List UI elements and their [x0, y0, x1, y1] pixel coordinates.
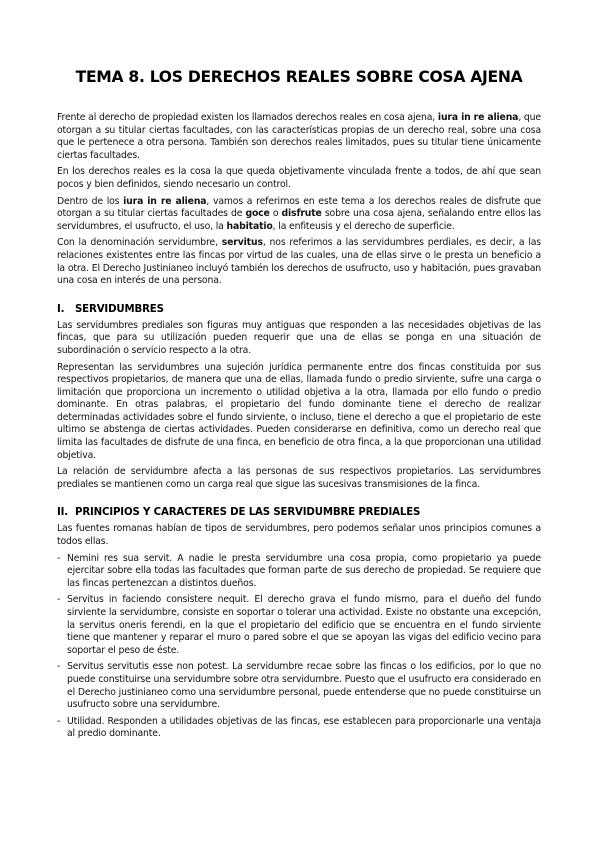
intro-paragraph-2: En los derechos reales es la cosa la que queda objetivamente vinculada frente a todos, de ahí que sean pocos y bien definidos, siendo necesario un control. — [57, 166, 541, 190]
bullet-dash: - — [57, 715, 61, 727]
list-item: - Nemini res sua servit. A nadie le presta servidumbre una cosa propia, como propietario ya puede ejercitar sobre ella todas las facultades que forman parte de sus derecho de propiedad. Se requiere que las fincas pertenezcan a distintos dueños. — [57, 552, 541, 589]
section-heading-principios: II. PRINCIPIOS Y CARACTERES DE LAS SERVIDUMBRE PREDIALES — [57, 507, 421, 519]
section1-paragraph-3: La relación de servidumbre afecta a las personas de sus respectivos propietarios. Las servidumbres prediales se mantienen como un carga real que sigue las sucesivas transmisiones de la finca. — [57, 466, 541, 490]
principles-list — [57, 553, 541, 741]
list-item: - Utilidad. Responden a utilidades objetivas de las fincas, ese establecen para proporcionarle una ventaja al predio dominante. — [57, 715, 541, 740]
list-item: - Servitus in faciendo consistere nequit. El derecho grava el fundo mismo, para el dueño del fundo sirviente la servidumbre, consiste en soportar o tolerar una actividad. Existe no obstante una excepción, la servitus oneris ferendi, en la que el propietario del edificio que se encuentra en el fundo sirviente tiene que mantener y reparar el muro o pared sobre el que se apoyan las vigas del edificio vecino para soportar el peso de éste. — [57, 594, 541, 656]
section2-paragraph-1: Las fuentes romanas habían de tipos de servidumbres, pero podemos señalar unos principios comunes a todos ellas. — [57, 523, 541, 548]
intro-paragraph-4: Con la denominación servidumbre, servitus, nos referimos a las servidumbres perdiales, es decir, a las relaciones existentes entre las fincas por virtud de las cuales, una de ellas sirve o le presta un beneficio a la otra. El Derecho Justinianeo incluyó también los derechos de usufructo, uso y habitación, pues gravaban una cosa en interés de una persona. — [57, 237, 541, 287]
section1-paragraph-2: Representan las servidumbres una sujeción jurídica permanente entre dos fincas constituida por sus respectivos propietarios, de manera que una de ellas, llamada fundo o predio sirviente, sufre una carga o limitación que proporciona un incremento o utilidad objetiva a la otra, llamada por ello fundo o predio dominante. En otras palabras, el propietario del fundo dominante tiene el derecho de realizar determinadas actividades sobre el fundo sirviente, o incluso, tiene el derecho a que el propietario de este ultimo se abstenga de ciertas actividades. Pueden considerarse en definitiva, como un derecho real que limita las facultades de disfrute de una finca, en beneficio de otra finca, a la que proporcionan una utilidad objetiva. — [57, 361, 541, 461]
document-body — [57, 112, 541, 745]
page-title: TEMA 8. LOS DERECHOS REALES SOBRE COSA AJENA — [75, 68, 523, 86]
bullet-dash: - — [57, 594, 61, 606]
intro-paragraph-3: Dentro de los iura in re aliena, vamos a referirnos en este tema a los derechos reales de disfrute que otorgan a su titular ciertas facultades de goce o disfrute sobre una cosa ajena, señalando entre ellos las servidumbres, el usufructo, el uso, la habitatio, la enfiteusis y el derecho de superficie. — [57, 195, 541, 232]
intro-paragraph-1: Frente al derecho de propiedad existen los llamados derechos reales en cosa ajena, iura in re aliena, que otorgan a su titular ciertas facultades, con las características propias de un derecho real, sobre una cosa que le pertenece a otra persona. También son derechos reales limitados, pues su titular tiene únicamente ciertas facultades. — [57, 112, 541, 161]
bullet-dash: - — [57, 661, 61, 673]
section-heading-servidumbres: I. SERVIDUMBRES — [57, 303, 164, 315]
list-item: - Servitus servitutis esse non potest. La servidumbre recae sobre las fincas o los edificios, por lo que no puede constituirse una servidumbre sobre otra servidumbre. Puesto que el usufructo era considerado en el Derecho justinianeo como una servidumbre personal, puede entenderse que no puede constituirse un usufructo sobre una servidumbre. — [57, 661, 541, 711]
bullet-dash: - — [57, 552, 61, 564]
section1-paragraph-1: Las servidumbres prediales son figuras muy antiguas que responden a las necesidades objetivas de las fincas, que para su utilización pueden requerir que una de ellas se ponga en una situación de subordinación o servicio respecto a la otra. — [57, 319, 541, 356]
